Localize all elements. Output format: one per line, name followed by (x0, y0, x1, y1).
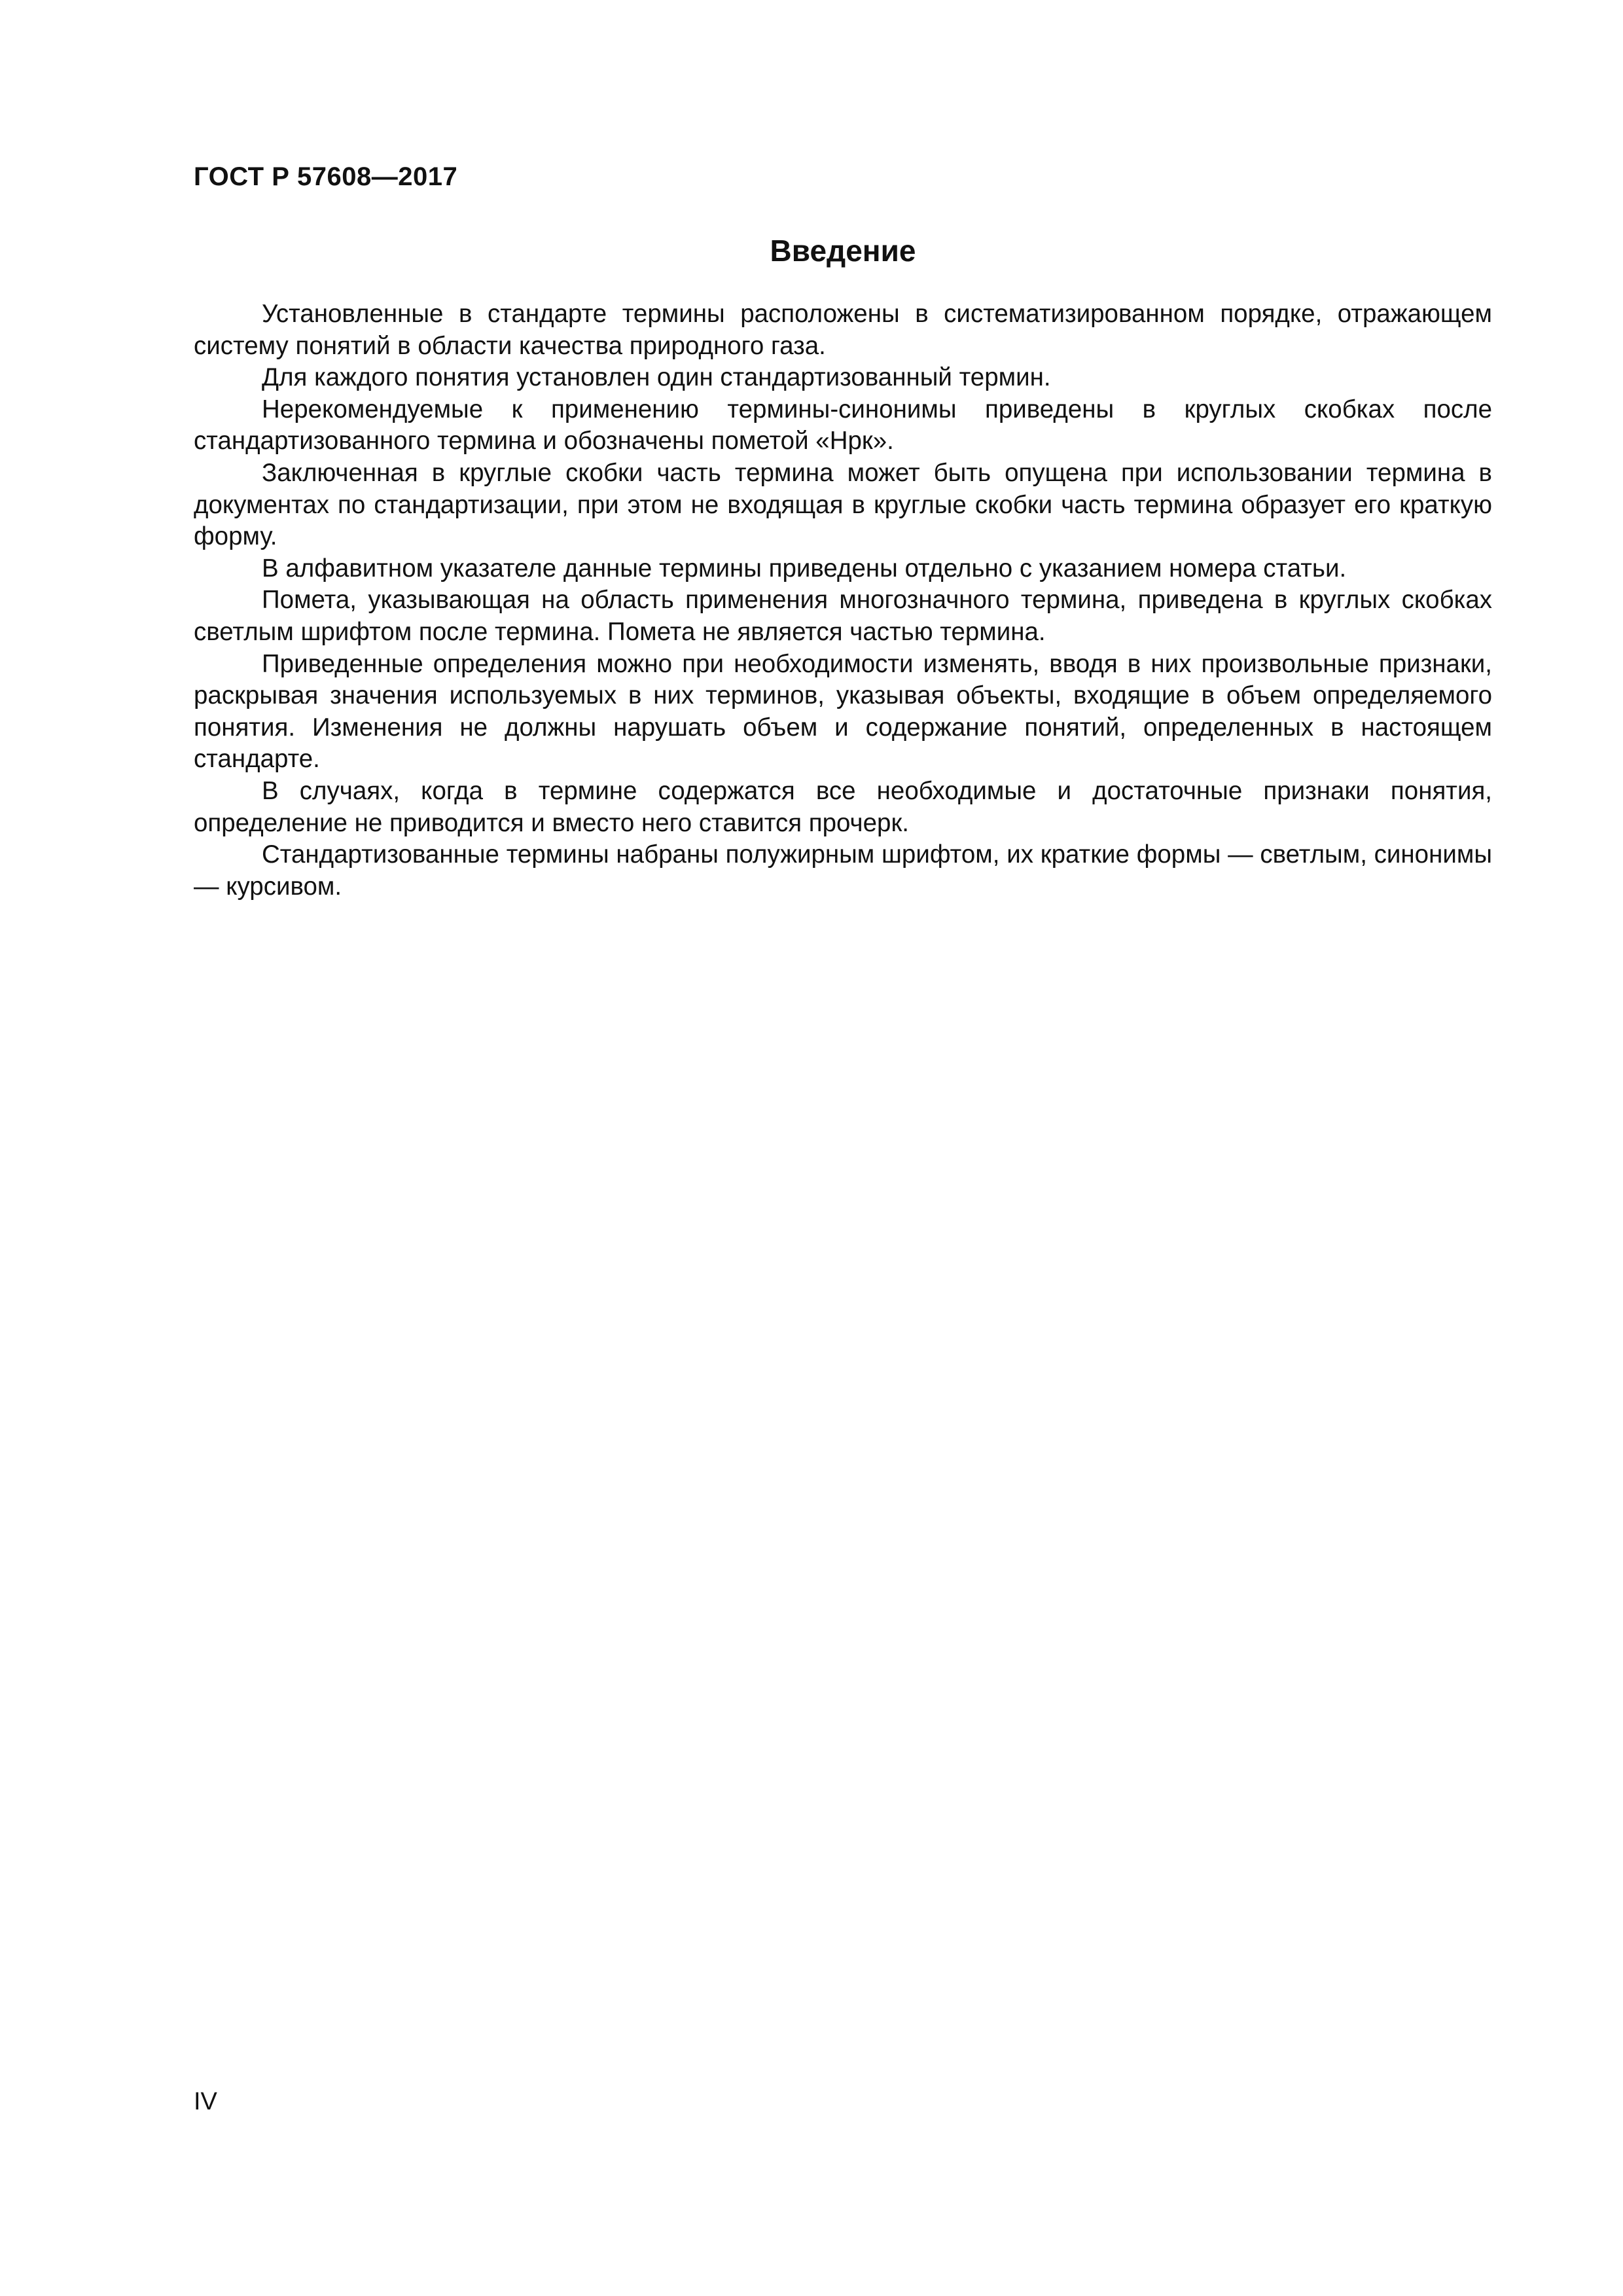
paragraph: Нерекомендуемые к применению термины-синонимы приведены в круглых скобках после стандартизованного термина и обозначены пометой «Нрк». (194, 395, 1492, 456)
section-title: Введение (770, 234, 916, 268)
page-number: IV (194, 2088, 217, 2115)
paragraph: Заключенная в круглые скобки часть термина может быть опущена при использовании термина в документах по стандартизации, при этом не входящая в круглые скобки часть термина образует его краткую форму. (194, 458, 1492, 551)
paragraph: Помета, указывающая на область применения многозначного термина, приведена в круглых скобках светлым шрифтом после термина. Помета не является частью термина. (194, 586, 1492, 646)
section-body (194, 298, 1492, 903)
paragraph: Стандартизованные термины набраны полужирным шрифтом, их краткие формы — светлым, синонимы — курсивом. (194, 840, 1492, 901)
paragraph: В алфавитном указателе данные термины приведены отдельно с указанием номера статьи. (262, 554, 1347, 583)
paragraph: Для каждого понятия установлен один стандартизованный термин. (262, 363, 1051, 392)
document-standard-code: ГОСТ Р 57608—2017 (194, 162, 458, 191)
paragraph: Приведенные определения можно при необходимости изменять, вводя в них произвольные признаки, раскрывая значения используемых в них терминов, указывая объекты, входящие в объем определяемого понятия. Изменения не должны нарушать объем и содержание понятий, определенных в настоящем стандарте. (194, 649, 1492, 774)
paragraph: В случаях, когда в термине содержатся все необходимые и достаточные признаки понятия, определение не приводится и вместо него ставится прочерк. (194, 776, 1492, 837)
paragraph: Установленные в стандарте термины расположены в систематизированном порядке, отражающем систему понятий в области качества природного газа. (194, 300, 1492, 360)
